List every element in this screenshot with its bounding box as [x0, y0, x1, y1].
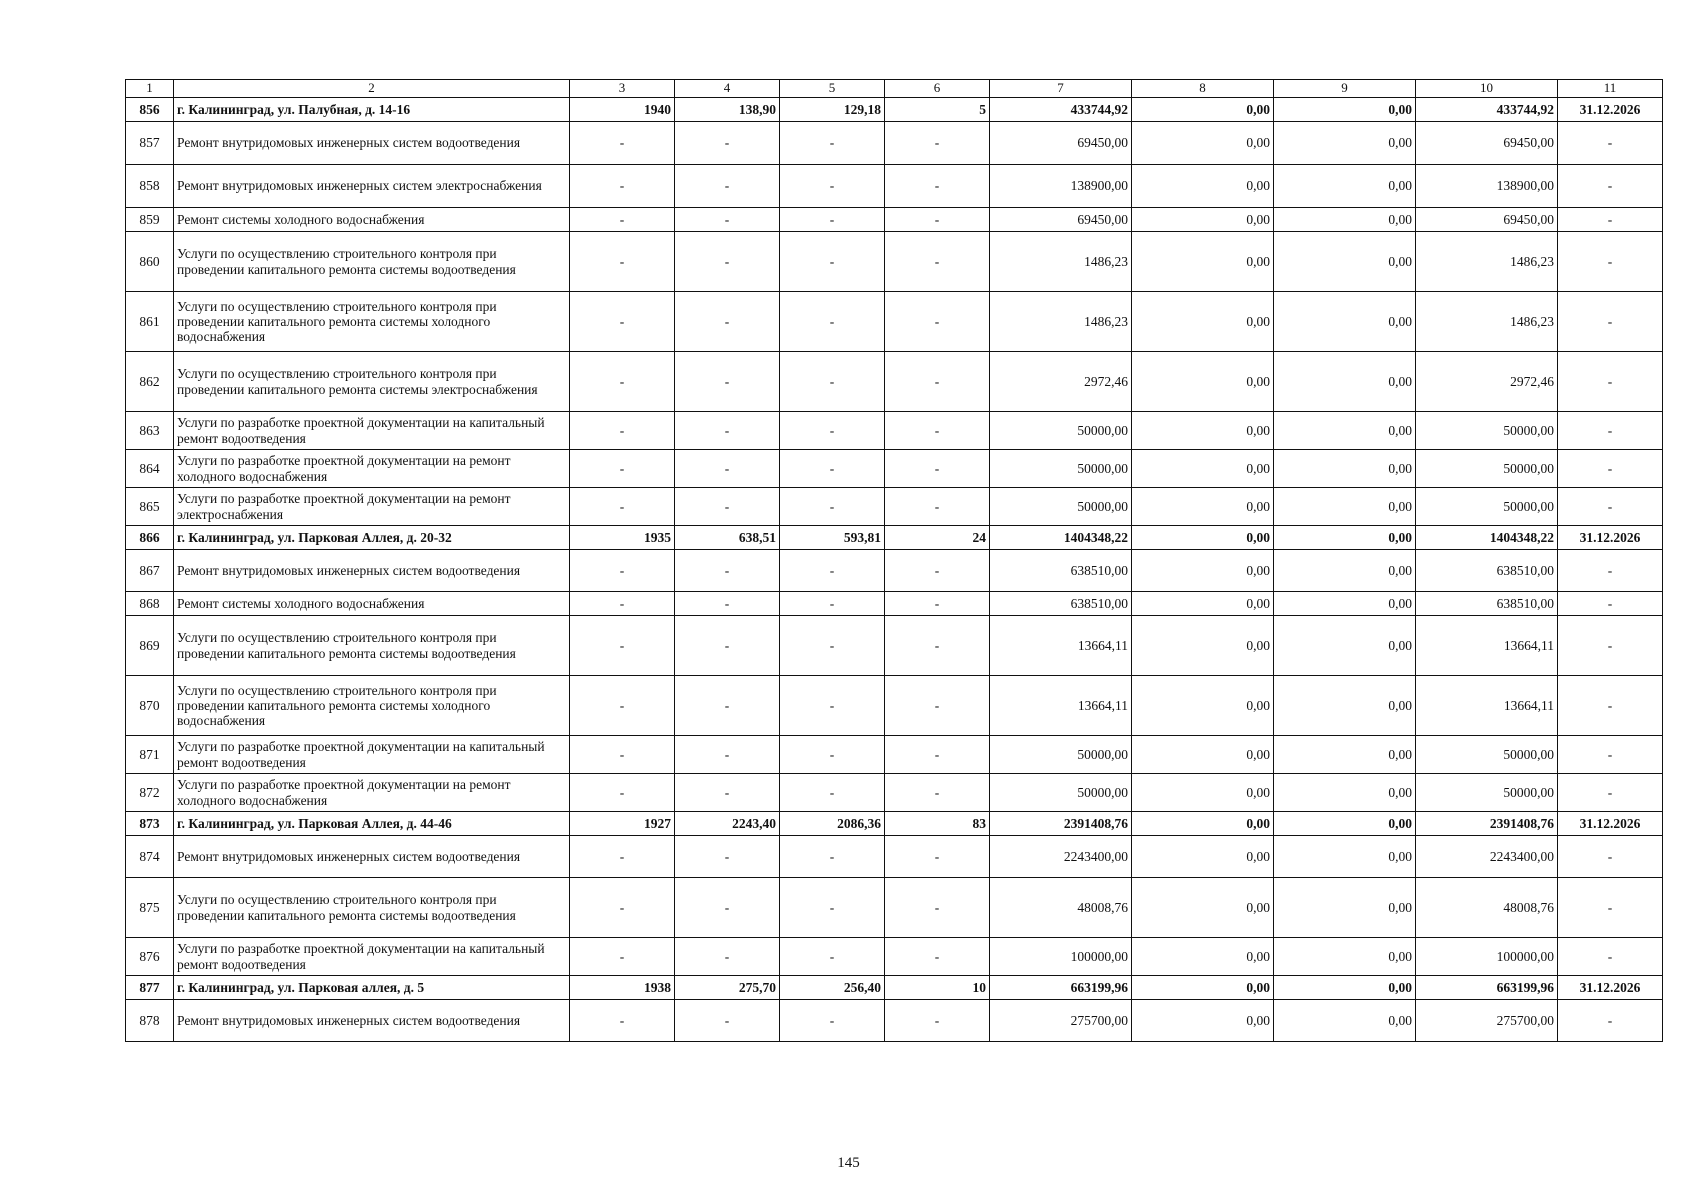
deadline-cell: -: [1558, 1000, 1663, 1042]
total-cost-cell: 50000,00: [990, 412, 1132, 450]
owners-funds-cell: 50000,00: [1416, 774, 1558, 812]
deadline-cell: -: [1558, 878, 1663, 938]
deadline-cell: 31.12.2026: [1558, 526, 1663, 550]
description-cell: Ремонт системы холодного водоснабжения: [174, 208, 570, 232]
fund-b-cell: 0,00: [1274, 592, 1416, 616]
row-number-cell: 860: [126, 232, 174, 292]
row-number-cell: 856: [126, 98, 174, 122]
total-cost-cell: 138900,00: [990, 165, 1132, 208]
total-cost-cell: 100000,00: [990, 938, 1132, 976]
area-total-cell: -: [675, 208, 780, 232]
fund-b-cell: 0,00: [1274, 232, 1416, 292]
total-cost-cell: 663199,96: [990, 976, 1132, 1000]
residents-cell: -: [885, 736, 990, 774]
deadline-cell: 31.12.2026: [1558, 98, 1663, 122]
year-cell: -: [570, 736, 675, 774]
column-number-header: 1: [126, 80, 174, 98]
area-living-cell: -: [780, 122, 885, 165]
column-number-header-row: [126, 80, 1663, 98]
fund-a-cell: 0,00: [1132, 232, 1274, 292]
description-cell: г. Калининград, ул. Парковая Аллея, д. 20-32: [174, 526, 570, 550]
table-row: [126, 836, 1663, 878]
year-cell: 1940: [570, 98, 675, 122]
total-cost-cell: 2243400,00: [990, 836, 1132, 878]
description-cell: Ремонт системы холодного водоснабжения: [174, 592, 570, 616]
area-total-cell: -: [675, 488, 780, 526]
deadline-cell: -: [1558, 208, 1663, 232]
area-living-cell: -: [780, 616, 885, 676]
area-total-cell: 638,51: [675, 526, 780, 550]
deadline-cell: -: [1558, 292, 1663, 352]
fund-b-cell: 0,00: [1274, 352, 1416, 412]
residents-cell: 5: [885, 98, 990, 122]
area-living-cell: -: [780, 292, 885, 352]
area-total-cell: 138,90: [675, 98, 780, 122]
deadline-cell: -: [1558, 676, 1663, 736]
deadline-cell: -: [1558, 836, 1663, 878]
deadline-cell: -: [1558, 232, 1663, 292]
total-cost-cell: 638510,00: [990, 550, 1132, 592]
fund-a-cell: 0,00: [1132, 122, 1274, 165]
area-living-cell: -: [780, 412, 885, 450]
owners-funds-cell: 2972,46: [1416, 352, 1558, 412]
total-cost-cell: 69450,00: [990, 122, 1132, 165]
residents-cell: 10: [885, 976, 990, 1000]
table-row: [126, 412, 1663, 450]
column-number-header: 2: [174, 80, 570, 98]
column-number-header: 8: [1132, 80, 1274, 98]
total-cost-cell: 1486,23: [990, 292, 1132, 352]
year-cell: -: [570, 412, 675, 450]
owners-funds-cell: 50000,00: [1416, 488, 1558, 526]
owners-funds-cell: 433744,92: [1416, 98, 1558, 122]
deadline-cell: -: [1558, 938, 1663, 976]
fund-b-cell: 0,00: [1274, 526, 1416, 550]
fund-a-cell: 0,00: [1132, 98, 1274, 122]
residents-cell: -: [885, 292, 990, 352]
deadline-cell: -: [1558, 412, 1663, 450]
table-row: [126, 352, 1663, 412]
fund-a-cell: 0,00: [1132, 836, 1274, 878]
description-cell: Услуги по разработке проектной документации на ремонт холодного водоснабжения: [174, 774, 570, 812]
year-cell: -: [570, 450, 675, 488]
column-number-header: 3: [570, 80, 675, 98]
total-cost-cell: 50000,00: [990, 450, 1132, 488]
owners-funds-cell: 50000,00: [1416, 412, 1558, 450]
year-cell: -: [570, 352, 675, 412]
row-number-cell: 876: [126, 938, 174, 976]
area-living-cell: -: [780, 450, 885, 488]
area-total-cell: -: [675, 592, 780, 616]
year-cell: -: [570, 488, 675, 526]
total-cost-cell: 2972,46: [990, 352, 1132, 412]
owners-funds-cell: 50000,00: [1416, 450, 1558, 488]
year-cell: -: [570, 208, 675, 232]
fund-a-cell: 0,00: [1132, 812, 1274, 836]
owners-funds-cell: 13664,11: [1416, 676, 1558, 736]
table-row: [126, 616, 1663, 676]
area-living-cell: -: [780, 878, 885, 938]
fund-b-cell: 0,00: [1274, 938, 1416, 976]
fund-b-cell: 0,00: [1274, 676, 1416, 736]
year-cell: -: [570, 878, 675, 938]
residents-cell: -: [885, 836, 990, 878]
year-cell: -: [570, 676, 675, 736]
area-total-cell: -: [675, 352, 780, 412]
repair-schedule-table: [125, 79, 1663, 1042]
table-row: [126, 165, 1663, 208]
fund-a-cell: 0,00: [1132, 616, 1274, 676]
fund-a-cell: 0,00: [1132, 976, 1274, 1000]
area-total-cell: -: [675, 292, 780, 352]
table-row: [126, 232, 1663, 292]
residents-cell: -: [885, 616, 990, 676]
column-number-header: 10: [1416, 80, 1558, 98]
fund-a-cell: 0,00: [1132, 488, 1274, 526]
deadline-cell: -: [1558, 774, 1663, 812]
deadline-cell: -: [1558, 450, 1663, 488]
row-number-cell: 875: [126, 878, 174, 938]
deadline-cell: -: [1558, 488, 1663, 526]
residents-cell: -: [885, 1000, 990, 1042]
row-number-cell: 872: [126, 774, 174, 812]
year-cell: 1938: [570, 976, 675, 1000]
fund-a-cell: 0,00: [1132, 550, 1274, 592]
fund-b-cell: 0,00: [1274, 812, 1416, 836]
row-number-cell: 869: [126, 616, 174, 676]
residents-cell: -: [885, 122, 990, 165]
year-cell: -: [570, 292, 675, 352]
year-cell: -: [570, 616, 675, 676]
table-body: [126, 80, 1663, 1042]
owners-funds-cell: 1486,23: [1416, 292, 1558, 352]
fund-b-cell: 0,00: [1274, 836, 1416, 878]
total-cost-cell: 13664,11: [990, 616, 1132, 676]
residents-cell: -: [885, 488, 990, 526]
description-cell: Ремонт внутридомовых инженерных систем водоотведения: [174, 1000, 570, 1042]
fund-a-cell: 0,00: [1132, 1000, 1274, 1042]
deadline-cell: 31.12.2026: [1558, 812, 1663, 836]
fund-b-cell: 0,00: [1274, 736, 1416, 774]
owners-funds-cell: 2391408,76: [1416, 812, 1558, 836]
area-total-cell: -: [675, 616, 780, 676]
fund-a-cell: 0,00: [1132, 676, 1274, 736]
fund-a-cell: 0,00: [1132, 736, 1274, 774]
residents-cell: -: [885, 938, 990, 976]
deadline-cell: -: [1558, 736, 1663, 774]
owners-funds-cell: 50000,00: [1416, 736, 1558, 774]
fund-b-cell: 0,00: [1274, 774, 1416, 812]
fund-a-cell: 0,00: [1132, 774, 1274, 812]
fund-a-cell: 0,00: [1132, 938, 1274, 976]
area-living-cell: -: [780, 592, 885, 616]
area-living-cell: 2086,36: [780, 812, 885, 836]
total-cost-cell: 48008,76: [990, 878, 1132, 938]
area-living-cell: -: [780, 676, 885, 736]
row-number-cell: 871: [126, 736, 174, 774]
area-total-cell: 2243,40: [675, 812, 780, 836]
deadline-cell: -: [1558, 550, 1663, 592]
residents-cell: -: [885, 450, 990, 488]
owners-funds-cell: 638510,00: [1416, 592, 1558, 616]
deadline-cell: -: [1558, 352, 1663, 412]
table-row: [126, 292, 1663, 352]
owners-funds-cell: 48008,76: [1416, 878, 1558, 938]
owners-funds-cell: 1486,23: [1416, 232, 1558, 292]
area-total-cell: -: [675, 736, 780, 774]
fund-b-cell: 0,00: [1274, 550, 1416, 592]
year-cell: -: [570, 1000, 675, 1042]
description-cell: Услуги по осуществлению строительного контроля при проведении капитального ремонта системы водоотведения: [174, 878, 570, 938]
residents-cell: -: [885, 878, 990, 938]
area-total-cell: -: [675, 774, 780, 812]
residents-cell: 24: [885, 526, 990, 550]
description-cell: Услуги по осуществлению строительного контроля при проведении капитального ремонта системы холодного водоснабжения: [174, 676, 570, 736]
owners-funds-cell: 275700,00: [1416, 1000, 1558, 1042]
total-cost-cell: 1486,23: [990, 232, 1132, 292]
total-cost-cell: 433744,92: [990, 98, 1132, 122]
area-living-cell: -: [780, 736, 885, 774]
year-cell: -: [570, 232, 675, 292]
year-cell: -: [570, 592, 675, 616]
area-total-cell: -: [675, 412, 780, 450]
table-row: [126, 208, 1663, 232]
area-living-cell: -: [780, 232, 885, 292]
address-summary-row: [126, 812, 1663, 836]
column-number-header: 9: [1274, 80, 1416, 98]
area-living-cell: -: [780, 774, 885, 812]
residents-cell: -: [885, 550, 990, 592]
fund-a-cell: 0,00: [1132, 526, 1274, 550]
description-cell: г. Калининград, ул. Парковая аллея, д. 5: [174, 976, 570, 1000]
fund-a-cell: 0,00: [1132, 352, 1274, 412]
page-number: 145: [837, 1155, 860, 1171]
residents-cell: -: [885, 676, 990, 736]
year-cell: -: [570, 836, 675, 878]
deadline-cell: -: [1558, 165, 1663, 208]
fund-b-cell: 0,00: [1274, 616, 1416, 676]
fund-b-cell: 0,00: [1274, 412, 1416, 450]
description-cell: Услуги по разработке проектной документации на ремонт электроснабжения: [174, 488, 570, 526]
owners-funds-cell: 69450,00: [1416, 208, 1558, 232]
table-row: [126, 878, 1663, 938]
residents-cell: -: [885, 774, 990, 812]
year-cell: 1927: [570, 812, 675, 836]
row-number-cell: 861: [126, 292, 174, 352]
fund-b-cell: 0,00: [1274, 122, 1416, 165]
row-number-cell: 863: [126, 412, 174, 450]
owners-funds-cell: 663199,96: [1416, 976, 1558, 1000]
total-cost-cell: 50000,00: [990, 488, 1132, 526]
year-cell: -: [570, 774, 675, 812]
row-number-cell: 873: [126, 812, 174, 836]
column-number-header: 5: [780, 80, 885, 98]
total-cost-cell: 69450,00: [990, 208, 1132, 232]
area-total-cell: -: [675, 550, 780, 592]
fund-b-cell: 0,00: [1274, 165, 1416, 208]
description-cell: Услуги по осуществлению строительного контроля при проведении капитального ремонта системы электроснабжения: [174, 352, 570, 412]
residents-cell: -: [885, 208, 990, 232]
row-number-cell: 870: [126, 676, 174, 736]
fund-a-cell: 0,00: [1132, 592, 1274, 616]
description-cell: Услуги по разработке проектной документации на капитальный ремонт водоотведения: [174, 938, 570, 976]
fund-b-cell: 0,00: [1274, 878, 1416, 938]
description-cell: Услуги по разработке проектной документации на капитальный ремонт водоотведения: [174, 736, 570, 774]
year-cell: -: [570, 938, 675, 976]
residents-cell: -: [885, 232, 990, 292]
area-total-cell: -: [675, 938, 780, 976]
area-total-cell: -: [675, 122, 780, 165]
fund-b-cell: 0,00: [1274, 292, 1416, 352]
residents-cell: -: [885, 412, 990, 450]
description-cell: Услуги по разработке проектной документации на капитальный ремонт водоотведения: [174, 412, 570, 450]
table-row: [126, 550, 1663, 592]
residents-cell: -: [885, 352, 990, 412]
residents-cell: 83: [885, 812, 990, 836]
area-total-cell: -: [675, 878, 780, 938]
area-total-cell: -: [675, 676, 780, 736]
description-cell: Ремонт внутридомовых инженерных систем электроснабжения: [174, 165, 570, 208]
row-number-cell: 866: [126, 526, 174, 550]
address-summary-row: [126, 98, 1663, 122]
area-living-cell: -: [780, 488, 885, 526]
row-number-cell: 864: [126, 450, 174, 488]
area-living-cell: -: [780, 165, 885, 208]
fund-b-cell: 0,00: [1274, 976, 1416, 1000]
row-number-cell: 867: [126, 550, 174, 592]
owners-funds-cell: 13664,11: [1416, 616, 1558, 676]
owners-funds-cell: 638510,00: [1416, 550, 1558, 592]
table-row: [126, 676, 1663, 736]
row-number-cell: 878: [126, 1000, 174, 1042]
table-row: [126, 774, 1663, 812]
area-living-cell: 593,81: [780, 526, 885, 550]
address-summary-row: [126, 976, 1663, 1000]
year-cell: -: [570, 550, 675, 592]
column-number-header: 4: [675, 80, 780, 98]
deadline-cell: -: [1558, 592, 1663, 616]
column-number-header: 7: [990, 80, 1132, 98]
deadline-cell: 31.12.2026: [1558, 976, 1663, 1000]
owners-funds-cell: 138900,00: [1416, 165, 1558, 208]
row-number-cell: 877: [126, 976, 174, 1000]
area-living-cell: -: [780, 208, 885, 232]
area-total-cell: -: [675, 165, 780, 208]
column-number-header: 6: [885, 80, 990, 98]
area-total-cell: 275,70: [675, 976, 780, 1000]
fund-b-cell: 0,00: [1274, 208, 1416, 232]
area-living-cell: -: [780, 550, 885, 592]
area-living-cell: -: [780, 1000, 885, 1042]
row-number-cell: 862: [126, 352, 174, 412]
table-row: [126, 1000, 1663, 1042]
description-cell: Ремонт внутридомовых инженерных систем водоотведения: [174, 550, 570, 592]
area-living-cell: -: [780, 938, 885, 976]
owners-funds-cell: 2243400,00: [1416, 836, 1558, 878]
fund-b-cell: 0,00: [1274, 98, 1416, 122]
fund-b-cell: 0,00: [1274, 488, 1416, 526]
fund-b-cell: 0,00: [1274, 1000, 1416, 1042]
total-cost-cell: 50000,00: [990, 736, 1132, 774]
fund-a-cell: 0,00: [1132, 292, 1274, 352]
fund-a-cell: 0,00: [1132, 878, 1274, 938]
total-cost-cell: 275700,00: [990, 1000, 1132, 1042]
description-cell: Услуги по осуществлению строительного контроля при проведении капитального ремонта системы водоотведения: [174, 616, 570, 676]
address-summary-row: [126, 526, 1663, 550]
area-living-cell: -: [780, 836, 885, 878]
total-cost-cell: 1404348,22: [990, 526, 1132, 550]
table-row: [126, 592, 1663, 616]
deadline-cell: -: [1558, 122, 1663, 165]
area-total-cell: -: [675, 232, 780, 292]
fund-a-cell: 0,00: [1132, 208, 1274, 232]
row-number-cell: 874: [126, 836, 174, 878]
fund-a-cell: 0,00: [1132, 450, 1274, 488]
row-number-cell: 865: [126, 488, 174, 526]
fund-a-cell: 0,00: [1132, 165, 1274, 208]
fund-b-cell: 0,00: [1274, 450, 1416, 488]
row-number-cell: 857: [126, 122, 174, 165]
year-cell: -: [570, 122, 675, 165]
fund-a-cell: 0,00: [1132, 412, 1274, 450]
total-cost-cell: 638510,00: [990, 592, 1132, 616]
owners-funds-cell: 100000,00: [1416, 938, 1558, 976]
description-cell: г. Калининград, ул. Палубная, д. 14-16: [174, 98, 570, 122]
description-cell: Ремонт внутридомовых инженерных систем водоотведения: [174, 122, 570, 165]
owners-funds-cell: 1404348,22: [1416, 526, 1558, 550]
area-living-cell: 256,40: [780, 976, 885, 1000]
description-cell: г. Калининград, ул. Парковая Аллея, д. 44-46: [174, 812, 570, 836]
row-number-cell: 868: [126, 592, 174, 616]
table-row: [126, 122, 1663, 165]
year-cell: -: [570, 165, 675, 208]
table-row: [126, 736, 1663, 774]
area-total-cell: -: [675, 1000, 780, 1042]
area-living-cell: 129,18: [780, 98, 885, 122]
total-cost-cell: 2391408,76: [990, 812, 1132, 836]
area-living-cell: -: [780, 352, 885, 412]
row-number-cell: 859: [126, 208, 174, 232]
description-cell: Услуги по разработке проектной документации на ремонт холодного водоснабжения: [174, 450, 570, 488]
residents-cell: -: [885, 165, 990, 208]
description-cell: Ремонт внутридомовых инженерных систем водоотведения: [174, 836, 570, 878]
area-total-cell: -: [675, 450, 780, 488]
total-cost-cell: 13664,11: [990, 676, 1132, 736]
description-cell: Услуги по осуществлению строительного контроля при проведении капитального ремонта системы холодного водоснабжения: [174, 292, 570, 352]
description-cell: Услуги по осуществлению строительного контроля при проведении капитального ремонта системы водоотведения: [174, 232, 570, 292]
table-row: [126, 488, 1663, 526]
table-row: [126, 938, 1663, 976]
year-cell: 1935: [570, 526, 675, 550]
owners-funds-cell: 69450,00: [1416, 122, 1558, 165]
column-number-header: 11: [1558, 80, 1663, 98]
residents-cell: -: [885, 592, 990, 616]
area-total-cell: -: [675, 836, 780, 878]
deadline-cell: -: [1558, 616, 1663, 676]
total-cost-cell: 50000,00: [990, 774, 1132, 812]
row-number-cell: 858: [126, 165, 174, 208]
table-row: [126, 450, 1663, 488]
